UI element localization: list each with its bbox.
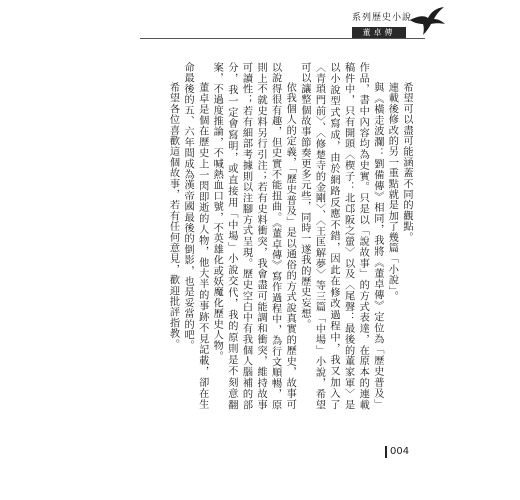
page-number-bar xyxy=(385,446,387,458)
body-paragraph: 與《橫走波瀾：劉備傳》相同，我將《董卓傳》定位為「歷史普及」作品，書中內容均為史實。只是以「說故事」的方式表達，在原本的連載稿件中，只有開頭〈楔子：北邙阪之螢〉以及〈尾聲：最後的董家軍〉是以小說型式寫成，由於網路反應不錯，因此在修改過程中，我又加入了〈青瑣門前〉、〈修楚寺的金剛〉、〈王匡解夢〉等三篇「中場」小說，希望可以讓整個故事節奏更多元些，同時一遂我的歷史妄想。 xyxy=(298,62,383,410)
body-text-vertical xyxy=(148,62,413,410)
bird-icon xyxy=(408,6,446,36)
body-paragraph: 希望可以盡可能涵蓋不同的觀點。 xyxy=(401,82,412,243)
header-rule xyxy=(140,38,425,39)
book-title-tab: 董卓傳 xyxy=(352,27,406,38)
page-number: 004 xyxy=(390,446,410,457)
body-paragraph: 希望各位喜歡這個故事，若有任何意見，歡迎批評指教。 xyxy=(167,82,179,350)
page-number-block xyxy=(385,445,425,459)
series-title: 系列歷史小說 xyxy=(351,13,412,23)
body-paragraph: 董卓是個在歷史上一閃即逝的人物，他大半的事跡不見記載，卻在生命最後的五、六年間成為漢帝國最後的倒影，也是妥當的吧。 xyxy=(182,62,208,410)
body-paragraph: 依我個人的定義，「歷史普及」是以通俗的方式說真實的歷史，故事可以說得很有趣，但史實不能扭曲。《董卓傳》寫作過程中，為行文順暢，原則上不就史料另行引注；若有史料衝突，我會盡可能調和衝突，維持故事可讀性；若有細部考據則以注腳方式呈現。歷史空白中有我個人腦補的部分，我一定會寫明，或直接用「中場」小說交代，我的原則是不刻意翻案，不過度推論，不喊熱血口號，不英雄化或妖魔化歷史人物。 xyxy=(211,62,296,410)
body-paragraph: 連載後修改的另一重點就是加了幾篇「小說」。 xyxy=(386,82,398,302)
